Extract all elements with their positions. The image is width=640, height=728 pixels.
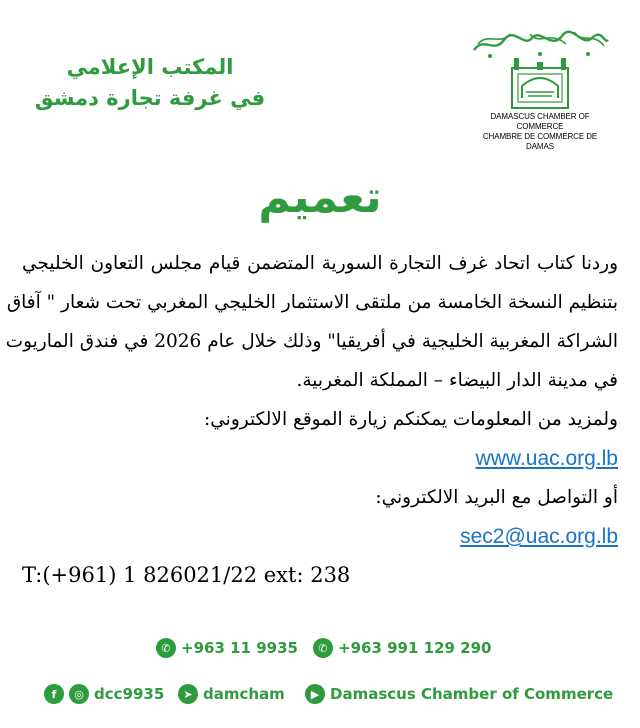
- youtube-icon: ▶: [305, 684, 325, 704]
- chamber-logo-text: [470, 112, 610, 152]
- whatsapp-icon: ✆: [313, 638, 333, 658]
- footer-social-3-text: Damascus Chamber of Commerce: [330, 685, 614, 703]
- footer-social-facebook-instagram[interactable]: [44, 684, 164, 704]
- telegram-icon: ➤: [178, 684, 198, 704]
- body-line: أو التواصل مع البريد الالكتروني:: [375, 487, 618, 508]
- media-office-line1: المكتب الإعلامي: [66, 55, 234, 79]
- media-office-heading: [30, 52, 270, 114]
- footer-social-1-text: dcc9935: [94, 685, 165, 703]
- body-line: في مدينة الدار البيضاء – المملكة المغربية.: [296, 370, 618, 391]
- body-line: بتنظيم النسخة الخامسة من ملتقى الاستثمار الخليجي المغربي تحت شعار " آفاق: [6, 292, 618, 313]
- footer-social-2-text: damcham: [203, 685, 285, 703]
- footer-social: [0, 684, 640, 712]
- footer-social-youtube[interactable]: [305, 684, 613, 704]
- circular-title: تعميم: [258, 172, 382, 223]
- email-link[interactable]: sec2@uac.org.lb: [460, 525, 618, 548]
- body-line: ولمزيد من المعلومات يمكنكم زيارة الموقع الالكتروني:: [204, 409, 618, 430]
- body-line: الشراكة المغربية الخليجية في أفريقيا" وذلك خلال عام 2026 في فندق الماريوت: [5, 331, 618, 352]
- footer-phone-2[interactable]: [313, 638, 491, 658]
- circular-body: [5, 244, 618, 595]
- footer-phone-2-text: +963 991 129 290: [338, 639, 492, 657]
- website-link[interactable]: www.uac.org.lb: [475, 447, 618, 470]
- footer-phone-1-text: +963 11 9935: [181, 639, 298, 657]
- footer-social-telegram[interactable]: [178, 684, 285, 704]
- media-office-line2: في غرفة تجارة دمشق: [34, 86, 266, 110]
- footer-phone-1[interactable]: [156, 638, 298, 658]
- phone-number: T:(+961) 1 826021/22 ext: 238: [22, 563, 351, 587]
- chamber-logo-emblem-icon: [470, 28, 610, 112]
- chamber-name-french: CHAMBRE DE COMMERCE DE DAMAS: [482, 132, 598, 151]
- instagram-icon: ◎: [69, 684, 89, 704]
- body-line: وردنا كتاب اتحاد غرف التجارة السورية المتضمن قيام مجلس التعاون الخليجي: [22, 253, 618, 274]
- whatsapp-icon: ✆: [156, 638, 176, 658]
- facebook-icon: f: [44, 684, 64, 704]
- chamber-name-english: DAMASCUS CHAMBER OF COMMERCE: [490, 112, 590, 131]
- footer-phones: [0, 638, 640, 666]
